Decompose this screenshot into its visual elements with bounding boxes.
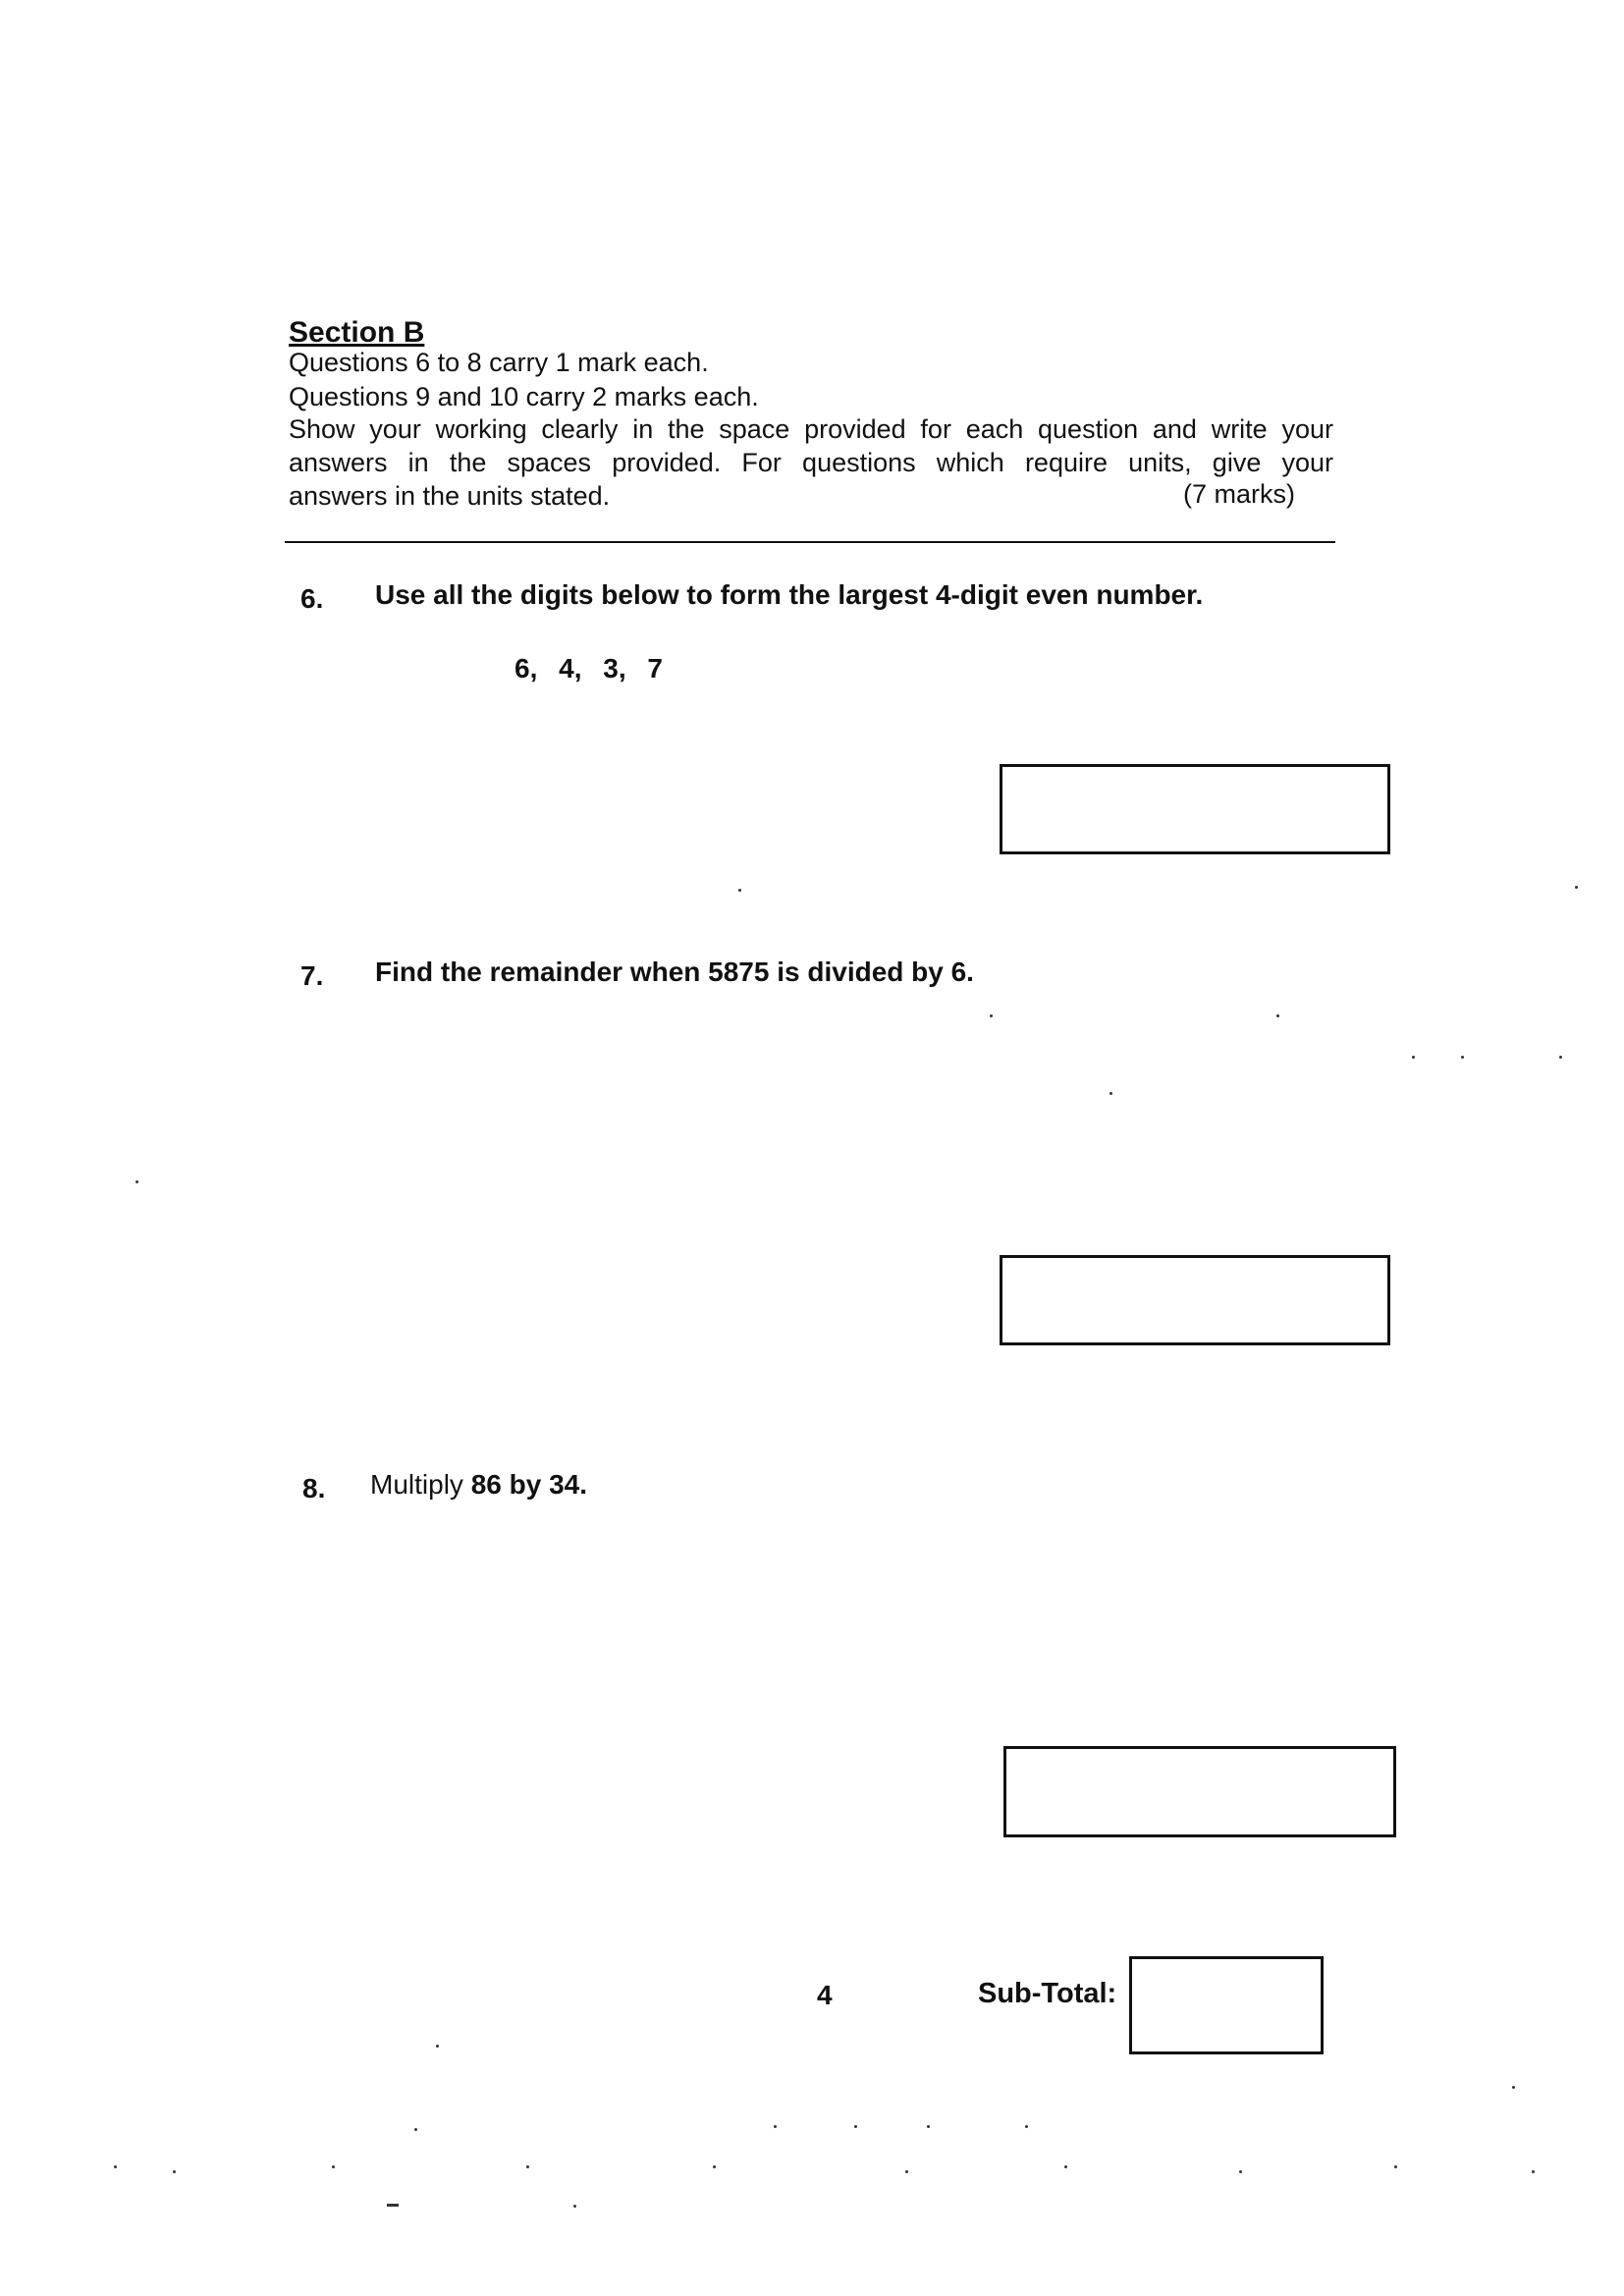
- scan-speck: [738, 889, 741, 892]
- instruction-line-2: Questions 9 and 10 carry 2 marks each.: [289, 382, 759, 411]
- scan-speck: [774, 2125, 777, 2128]
- scan-speck: [854, 2125, 857, 2128]
- question-8-answer-box[interactable]: [1003, 1746, 1396, 1837]
- scan-speck: [135, 1180, 138, 1183]
- instruction-line-1: Questions 6 to 8 carry 1 mark each.: [289, 348, 709, 377]
- scan-speck: [1064, 2165, 1067, 2168]
- question-8-text: [370, 1469, 587, 1501]
- question-7-text: Find the remainder when 5875 is divided by 6.: [375, 957, 974, 987]
- scan-speck: [927, 2125, 930, 2128]
- scan-speck: [990, 1014, 993, 1017]
- section-divider: [285, 541, 1335, 543]
- scan-speck: [173, 2170, 176, 2173]
- scan-speck: [573, 2205, 576, 2208]
- subtotal-box[interactable]: [1129, 1956, 1324, 2054]
- question-6-number: 6.: [300, 583, 324, 614]
- scan-speck: [1559, 1056, 1562, 1059]
- scan-speck: [1575, 886, 1578, 889]
- scan-speck: [332, 2165, 335, 2168]
- instruction-line-4: answers in the spaces provided. For questions which require units, give your: [289, 448, 1333, 477]
- scan-speck: [526, 2165, 529, 2168]
- scan-speck: [1239, 2170, 1242, 2173]
- scan-speck: [1532, 2170, 1535, 2173]
- scan-speck: [114, 2165, 117, 2168]
- instruction-line-3: Show your working clearly in the space provided for each question and write your: [289, 414, 1333, 444]
- scan-speck: [1276, 1014, 1279, 1017]
- instruction-line-5: answers in the units stated.: [289, 481, 611, 511]
- question-8-number: 8.: [302, 1473, 326, 1503]
- page-number: 4: [817, 1980, 833, 2010]
- scan-speck: [713, 2165, 716, 2168]
- scan-speck: [387, 2204, 399, 2207]
- question-7-number: 7.: [300, 960, 324, 991]
- scan-speck: [1025, 2125, 1028, 2128]
- question-8-text-bold: 86 by 34.: [470, 1469, 588, 1500]
- scan-speck: [1110, 1092, 1112, 1095]
- question-7-answer-box[interactable]: [1000, 1255, 1390, 1345]
- subtotal-label: Sub-Total:: [978, 1978, 1117, 2009]
- scan-speck: [1412, 1056, 1415, 1059]
- question-8-text-prefix: Multiply: [370, 1469, 471, 1500]
- section-title: Section B: [289, 316, 425, 349]
- question-6-text: Use all the digits below to form the largest 4-digit even number.: [375, 579, 1204, 610]
- scan-speck: [1461, 1056, 1464, 1059]
- scan-speck: [414, 2128, 417, 2131]
- scan-speck: [905, 2170, 908, 2173]
- question-6-digits: 6, 4, 3, 7: [514, 653, 663, 683]
- scan-speck: [436, 2045, 439, 2048]
- section-marks: (7 marks): [1183, 479, 1295, 509]
- scan-speck: [1512, 2086, 1515, 2089]
- scan-speck: [1394, 2165, 1397, 2168]
- question-6-answer-box[interactable]: [1000, 764, 1390, 854]
